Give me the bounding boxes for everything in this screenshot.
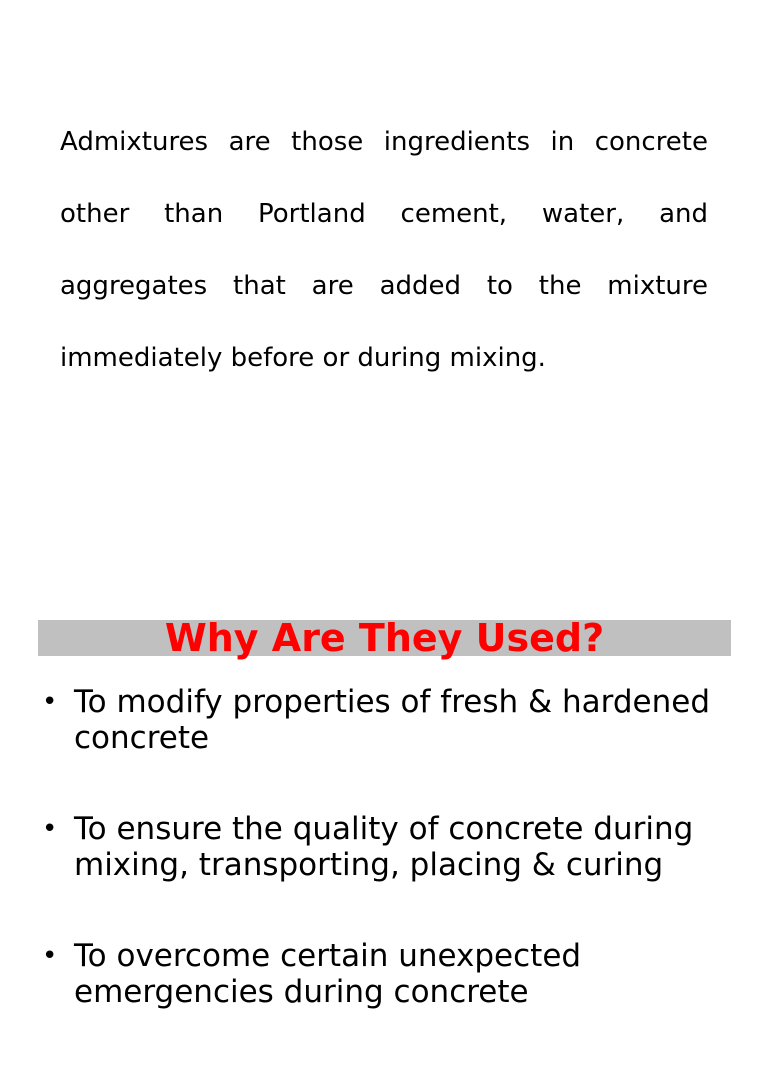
section-heading: Why Are They Used? <box>164 616 605 660</box>
list-item <box>42 811 722 883</box>
bullet-icon: • <box>42 687 58 717</box>
list-item <box>42 684 722 756</box>
list-item-text: To modify properties of fresh & hardened concrete <box>74 684 711 756</box>
bullet-list <box>42 684 722 1065</box>
list-item-text: To overcome certain unexpected emergencies during concrete <box>74 938 582 1010</box>
intro-paragraph: Admixtures are those ingredients in concrete other than Portland cement, water, and aggregates that are added to the mixture immediately before or during mixing. <box>60 127 708 373</box>
bullet-icon: • <box>42 814 58 844</box>
list-item-text: To ensure the quality of concrete during mixing, transporting, placing & curing <box>74 811 694 883</box>
list-item <box>42 938 722 1010</box>
bullet-icon: • <box>42 941 58 971</box>
